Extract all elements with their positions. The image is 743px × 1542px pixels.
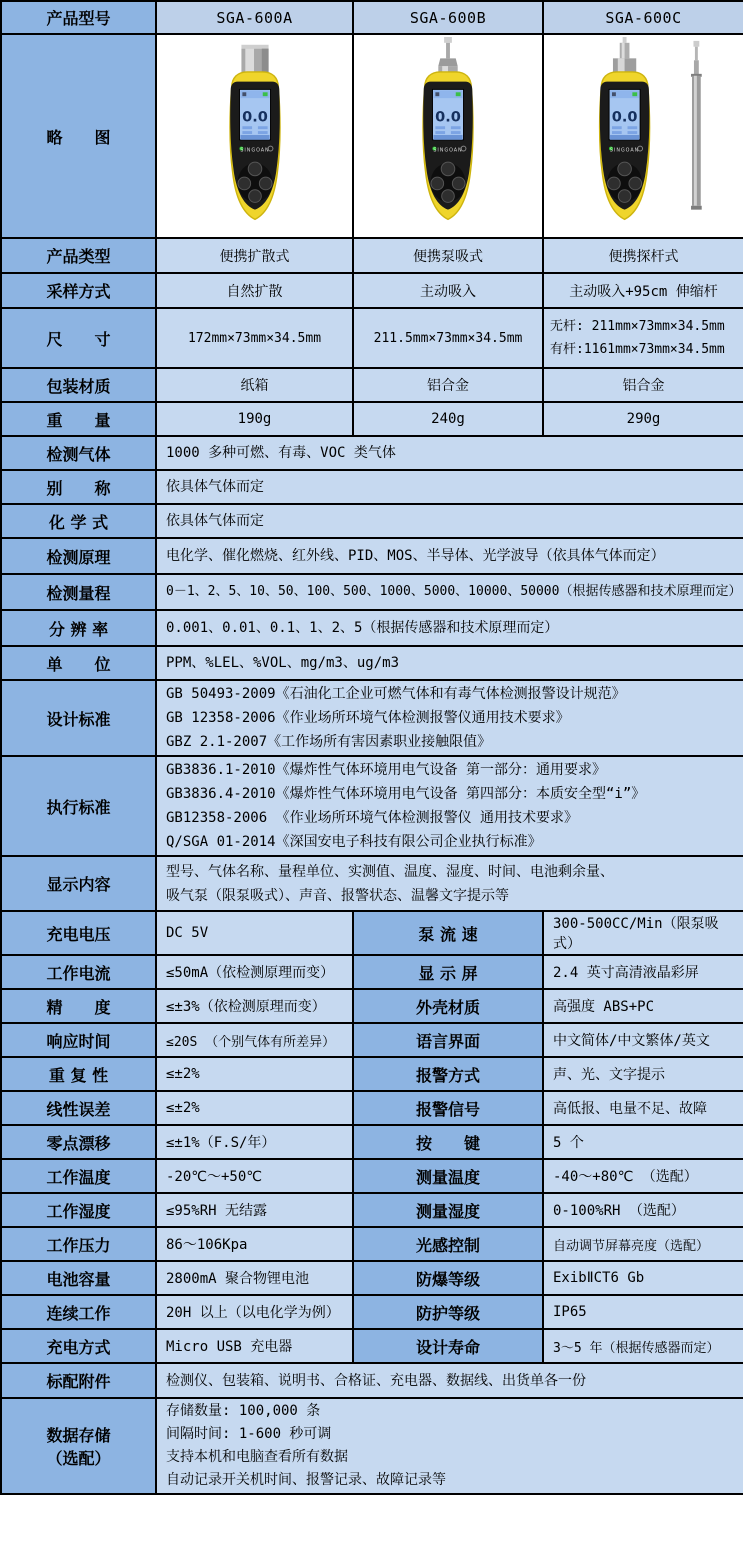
row-value: 86～106Kpa <box>156 1227 353 1261</box>
row-label: 充电方式 <box>1 1329 156 1363</box>
table-row <box>1 538 743 574</box>
value-line: 型号、气体名称、量程单位、实测值、温度、湿度、时间、电池剩余量、 <box>166 863 614 880</box>
row-label: 精 度 <box>1 989 156 1023</box>
table-row <box>1 1125 743 1159</box>
table-row <box>1 238 743 273</box>
row-label: 检测量程 <box>1 574 156 610</box>
row-value: 铝合金 <box>543 368 743 402</box>
row-label: 执行标准 <box>1 756 156 856</box>
row-value: Micro USB 充电器 <box>156 1329 353 1363</box>
row-value: 高低报、电量不足、故障 <box>543 1091 743 1125</box>
row-label: 连续工作 <box>1 1295 156 1329</box>
table-row <box>1 610 743 646</box>
product-image-sga-600a <box>192 37 318 231</box>
row-value <box>156 538 743 574</box>
row-value: ≤±1%（F.S/年） <box>156 1125 353 1159</box>
row-label: 工作温度 <box>1 1159 156 1193</box>
row-value: 主动吸入 <box>353 273 543 308</box>
row-value <box>543 308 743 368</box>
diffusion-cap-icon <box>241 45 268 74</box>
table-row <box>1 989 743 1023</box>
row-label: 产品类型 <box>1 238 156 273</box>
table-row <box>1 1023 743 1057</box>
table-row <box>1 308 743 368</box>
row-label: 重 量 <box>1 402 156 436</box>
table-row <box>1 955 743 989</box>
product-image-sga-600b <box>385 37 511 231</box>
row-value: 20H 以上（以电化学为例） <box>156 1295 353 1329</box>
row-value: ≤±3%（依检测原理而变） <box>156 989 353 1023</box>
table-row <box>1 273 743 308</box>
table-row <box>1 436 743 470</box>
device-brand-label: SINGOAN <box>239 147 270 154</box>
row-value: 主动吸入+95cm 伸缩杆 <box>543 273 743 308</box>
value-line: GB 12358-2006《作业场所环境气体检测报警仪通用技术要求》 <box>166 710 570 726</box>
device-brand-label: SINGOAN <box>433 147 463 154</box>
table-row <box>1 470 743 504</box>
value-line: 1000 多种可燃、有毒、VOC 类气体 <box>166 445 396 461</box>
model-name-sga-600b: SGA-600B <box>353 1 543 34</box>
value-line: Q/SGA 01-2014《深国安电子科技有限公司企业执行标准》 <box>166 834 542 850</box>
value-line: 0－1、2、5、10、50、100、500、1000、5000、10000、50000（根据传感器和技术原理而定） <box>166 584 742 599</box>
row-value: 2800mA 聚合物锂电池 <box>156 1261 353 1295</box>
table-row <box>1 368 743 402</box>
row-value: ExibⅡCT6 Gb <box>543 1261 743 1295</box>
table-row <box>1 680 743 756</box>
row-label-line: 数据存储 <box>46 1426 111 1445</box>
row-value: ≤50mA（依检测原理而变） <box>156 955 353 989</box>
row-label: 分 辨 率 <box>1 610 156 646</box>
device-screen-value: 0.0 <box>611 108 637 126</box>
row-value: 便携探杆式 <box>543 238 743 273</box>
row-value: 3～5 年（根据传感器而定） <box>543 1329 743 1363</box>
row-value: 2.4 英寸高清液晶彩屏 <box>543 955 743 989</box>
table-row <box>1 1329 743 1363</box>
table-row <box>1 756 743 856</box>
table-row <box>1 34 743 238</box>
model-name-sga-600a: SGA-600A <box>156 1 353 34</box>
row-label-line: （选配） <box>46 1449 111 1468</box>
row-label: 单 位 <box>1 646 156 680</box>
row-value: 211.5mm×73mm×34.5mm <box>353 308 543 368</box>
product-image-cell <box>353 34 543 238</box>
value-line: 支持本机和电脑查看所有数据 <box>166 1449 348 1465</box>
row-label: 防爆等级 <box>353 1261 543 1295</box>
row-label: 响应时间 <box>1 1023 156 1057</box>
table-row <box>1 504 743 538</box>
row-value: 铝合金 <box>353 368 543 402</box>
table-row <box>1 1091 743 1125</box>
value-line: 检测仪、包装箱、说明书、合格证、充电器、数据线、出货单各一份 <box>166 1372 586 1389</box>
row-value: 240g <box>353 402 543 436</box>
value-line: GB12358-2006 《作业场所环境气体检测报警仪 通用技术要求》 <box>166 810 579 826</box>
row-value <box>156 504 743 538</box>
row-label: 显示内容 <box>1 856 156 911</box>
row-value <box>156 1398 743 1494</box>
product-image-cell <box>543 34 743 238</box>
row-label: 语言界面 <box>353 1023 543 1057</box>
row-value: 便携扩散式 <box>156 238 353 273</box>
table-row <box>1 1363 743 1398</box>
row-value: ≤±2% <box>156 1057 353 1091</box>
row-label: 泵 流 速 <box>353 911 543 955</box>
row-value: 290g <box>543 402 743 436</box>
row-label: 工作压力 <box>1 1227 156 1261</box>
row-value: 300-500CC/Min（限泵吸式） <box>543 911 743 955</box>
row-value <box>156 470 743 504</box>
row-label: 外壳材质 <box>353 989 543 1023</box>
header-product-model-label: 产品型号 <box>1 1 156 34</box>
row-value: ≤±2% <box>156 1091 353 1125</box>
row-label: 报警信号 <box>353 1091 543 1125</box>
row-value <box>156 1363 743 1398</box>
row-label: 化 学 式 <box>1 504 156 538</box>
row-value <box>156 680 743 756</box>
telescopic-rod-icon <box>691 41 702 210</box>
row-value: -40～+80℃ （选配） <box>543 1159 743 1193</box>
value-line: PPM、%LEL、%VOL、mg/m3、ug/m3 <box>166 655 400 671</box>
row-value: 声、光、文字提示 <box>543 1057 743 1091</box>
row-value <box>156 756 743 856</box>
pump-probe-icon <box>438 37 457 76</box>
row-value <box>156 856 743 911</box>
row-value: ≤95%RH 无结露 <box>156 1193 353 1227</box>
value-line: 无杆: 211mm×73mm×34.5mm <box>550 319 725 334</box>
row-value: 0-100%RH （选配） <box>543 1193 743 1227</box>
row-label <box>1 1398 156 1494</box>
row-label: 充电电压 <box>1 911 156 955</box>
row-value <box>156 646 743 680</box>
row-value: 便携泵吸式 <box>353 238 543 273</box>
value-line: 存储数量: 100,000 条 <box>166 1403 321 1419</box>
row-label: 按 键 <box>353 1125 543 1159</box>
table-row <box>1 1398 743 1494</box>
row-label: 测量湿度 <box>353 1193 543 1227</box>
value-line: GB3836.1-2010《爆炸性气体环境用电气设备 第一部分：通用要求》 <box>166 762 607 778</box>
table-row <box>1 1261 743 1295</box>
table-row <box>1 574 743 610</box>
value-line: 自动记录开关机时间、报警记录、故障记录等 <box>166 1472 446 1488</box>
value-line: 依具体气体而定 <box>166 479 264 495</box>
row-label: 工作电流 <box>1 955 156 989</box>
row-value: -20℃～+50℃ <box>156 1159 353 1193</box>
row-label: 显 示 屏 <box>353 955 543 989</box>
value-line: 吸气泵（限泵吸式）、声音、报警状态、温馨文字提示等 <box>166 887 509 904</box>
row-label: 光感控制 <box>353 1227 543 1261</box>
table-row <box>1 1193 743 1227</box>
row-label: 设计标准 <box>1 680 156 756</box>
row-value: DC 5V <box>156 911 353 955</box>
row-label: 线性误差 <box>1 1091 156 1125</box>
value-line: 电化学、催化燃烧、红外线、PID、MOS、半导体、光学波导（依具体气体而定） <box>166 548 665 564</box>
row-value: 190g <box>156 402 353 436</box>
device-screen-value: 0.0 <box>435 108 461 126</box>
row-value <box>156 436 743 470</box>
row-value: 高强度 ABS+PC <box>543 989 743 1023</box>
product-image-sga-600c <box>562 37 726 231</box>
row-value <box>156 610 743 646</box>
row-value: ≤20S （个别气体有所差异） <box>156 1023 353 1057</box>
row-label: 标配附件 <box>1 1363 156 1398</box>
row-value: 自动调节屏幕亮度（选配） <box>543 1227 743 1261</box>
row-label: 采样方式 <box>1 273 156 308</box>
value-line: 有杆:1161mm×73mm×34.5mm <box>550 342 725 357</box>
table-row <box>1 856 743 911</box>
table-row <box>1 402 743 436</box>
value-line: GB 50493-2009《石油化工企业可燃气体和有毒气体检测报警设计规范》 <box>166 686 626 702</box>
table-row <box>1 1159 743 1193</box>
row-label: 包装材质 <box>1 368 156 402</box>
value-line: 间隔时间: 1-600 秒可调 <box>166 1426 332 1442</box>
row-label: 零点漂移 <box>1 1125 156 1159</box>
table-row <box>1 1 743 34</box>
row-label: 别 称 <box>1 470 156 504</box>
row-value: 172mm×73mm×34.5mm <box>156 308 353 368</box>
device-screen-value: 0.0 <box>241 108 268 126</box>
value-line: 依具体气体而定 <box>166 513 264 529</box>
row-label: 电池容量 <box>1 1261 156 1295</box>
row-value: IP65 <box>543 1295 743 1329</box>
row-value: 5 个 <box>543 1125 743 1159</box>
table-row <box>1 1295 743 1329</box>
sketch-label: 略 图 <box>1 34 156 238</box>
table-row <box>1 1227 743 1261</box>
row-label: 报警方式 <box>353 1057 543 1091</box>
table-row <box>1 646 743 680</box>
value-line: 0.001、0.01、0.1、1、2、5（根据传感器和技术原理而定） <box>166 620 559 636</box>
device-brand-label: SINGOAN <box>609 147 639 154</box>
row-label: 检测气体 <box>1 436 156 470</box>
row-value: 中文简体/中文繁体/英文 <box>543 1023 743 1057</box>
product-image-cell <box>156 34 353 238</box>
row-label: 测量温度 <box>353 1159 543 1193</box>
value-line: GB3836.4-2010《爆炸性气体环境用电气设备 第四部分：本质安全型“i”》 <box>166 786 646 802</box>
row-value: 纸箱 <box>156 368 353 402</box>
table-row <box>1 911 743 955</box>
row-value <box>156 574 743 610</box>
row-label: 检测原理 <box>1 538 156 574</box>
row-label: 重 复 性 <box>1 1057 156 1091</box>
model-name-sga-600c: SGA-600C <box>543 1 743 34</box>
table-row <box>1 1057 743 1091</box>
row-label: 设计寿命 <box>353 1329 543 1363</box>
value-line: GBZ 2.1-2007《工作场所有害因素职业接触限值》 <box>166 734 492 750</box>
row-value: 自然扩散 <box>156 273 353 308</box>
row-label: 防护等级 <box>353 1295 543 1329</box>
probe-cap-icon <box>612 37 635 74</box>
row-label: 工作湿度 <box>1 1193 156 1227</box>
row-label: 尺 寸 <box>1 308 156 368</box>
